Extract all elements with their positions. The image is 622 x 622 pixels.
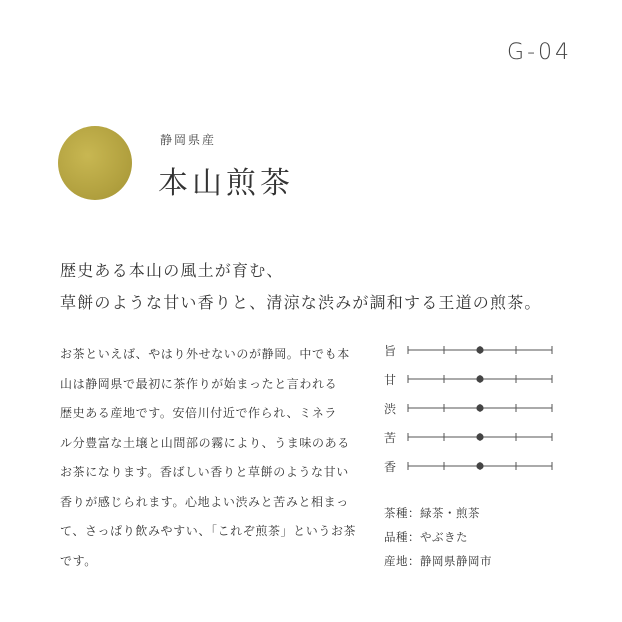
taste-label: 甘 xyxy=(384,373,397,387)
description-line: お茶といえば、やはり外せないのが静岡。中でも本 xyxy=(60,347,350,361)
catch-copy xyxy=(60,255,542,319)
taste-scale xyxy=(404,425,556,449)
spec-origin: 産地：静岡県静岡市 xyxy=(384,554,492,568)
scale-marker xyxy=(476,375,483,382)
scale-marker xyxy=(476,462,483,469)
spec-tea-type: 茶種：緑茶・煎茶 xyxy=(384,506,480,520)
taste-row xyxy=(382,367,562,396)
tea-color-swatch xyxy=(58,126,132,200)
scale-marker xyxy=(476,346,483,353)
description-line: 香りが感じられます。心地よい渋みと苦みと相まっ xyxy=(60,494,349,509)
taste-label: 旨 xyxy=(384,344,397,358)
taste-row xyxy=(382,425,562,454)
scale-marker xyxy=(476,433,483,440)
catch-copy-line: 草餅のような甘い香りと、清涼な渋みが調和する王道の煎茶。 xyxy=(60,293,542,312)
description-line: です。 xyxy=(60,553,97,568)
taste-scale xyxy=(404,396,556,420)
taste-scale xyxy=(404,367,556,391)
description-line: 山は静岡県で最初に茶作りが始まったと言われる xyxy=(60,376,338,391)
taste-chart xyxy=(382,338,562,483)
taste-label: 渋 xyxy=(384,402,397,416)
taste-row xyxy=(382,454,562,483)
description-line: ル分豊富な土壌と山間部の霧により、うま味のある xyxy=(60,435,350,450)
product-code: G-04 xyxy=(507,40,572,65)
tea-name: 本山煎茶 xyxy=(158,166,294,201)
taste-scale xyxy=(404,454,556,478)
spec-list xyxy=(384,501,492,573)
taste-scale xyxy=(404,338,556,362)
description-line: お茶になります。香ばしい香りと草餅のような甘い xyxy=(60,465,349,479)
taste-label: 苦 xyxy=(384,431,397,445)
description-line: て、さっぱり飲みやすい、「これぞ煎茶」というお茶 xyxy=(60,524,357,538)
description xyxy=(60,340,360,576)
scale-marker xyxy=(476,404,483,411)
spec-variety: 品種：やぶきた xyxy=(384,530,468,544)
catch-copy-line: 歴史ある本山の風土が育む、 xyxy=(60,261,284,280)
description-line: 歴史ある産地です。安倍川付近で作られ、ミネラ xyxy=(60,406,337,420)
taste-row xyxy=(382,396,562,425)
taste-row xyxy=(382,338,562,367)
taste-label: 香 xyxy=(384,460,397,474)
origin-label: 静岡県産 xyxy=(160,133,217,147)
